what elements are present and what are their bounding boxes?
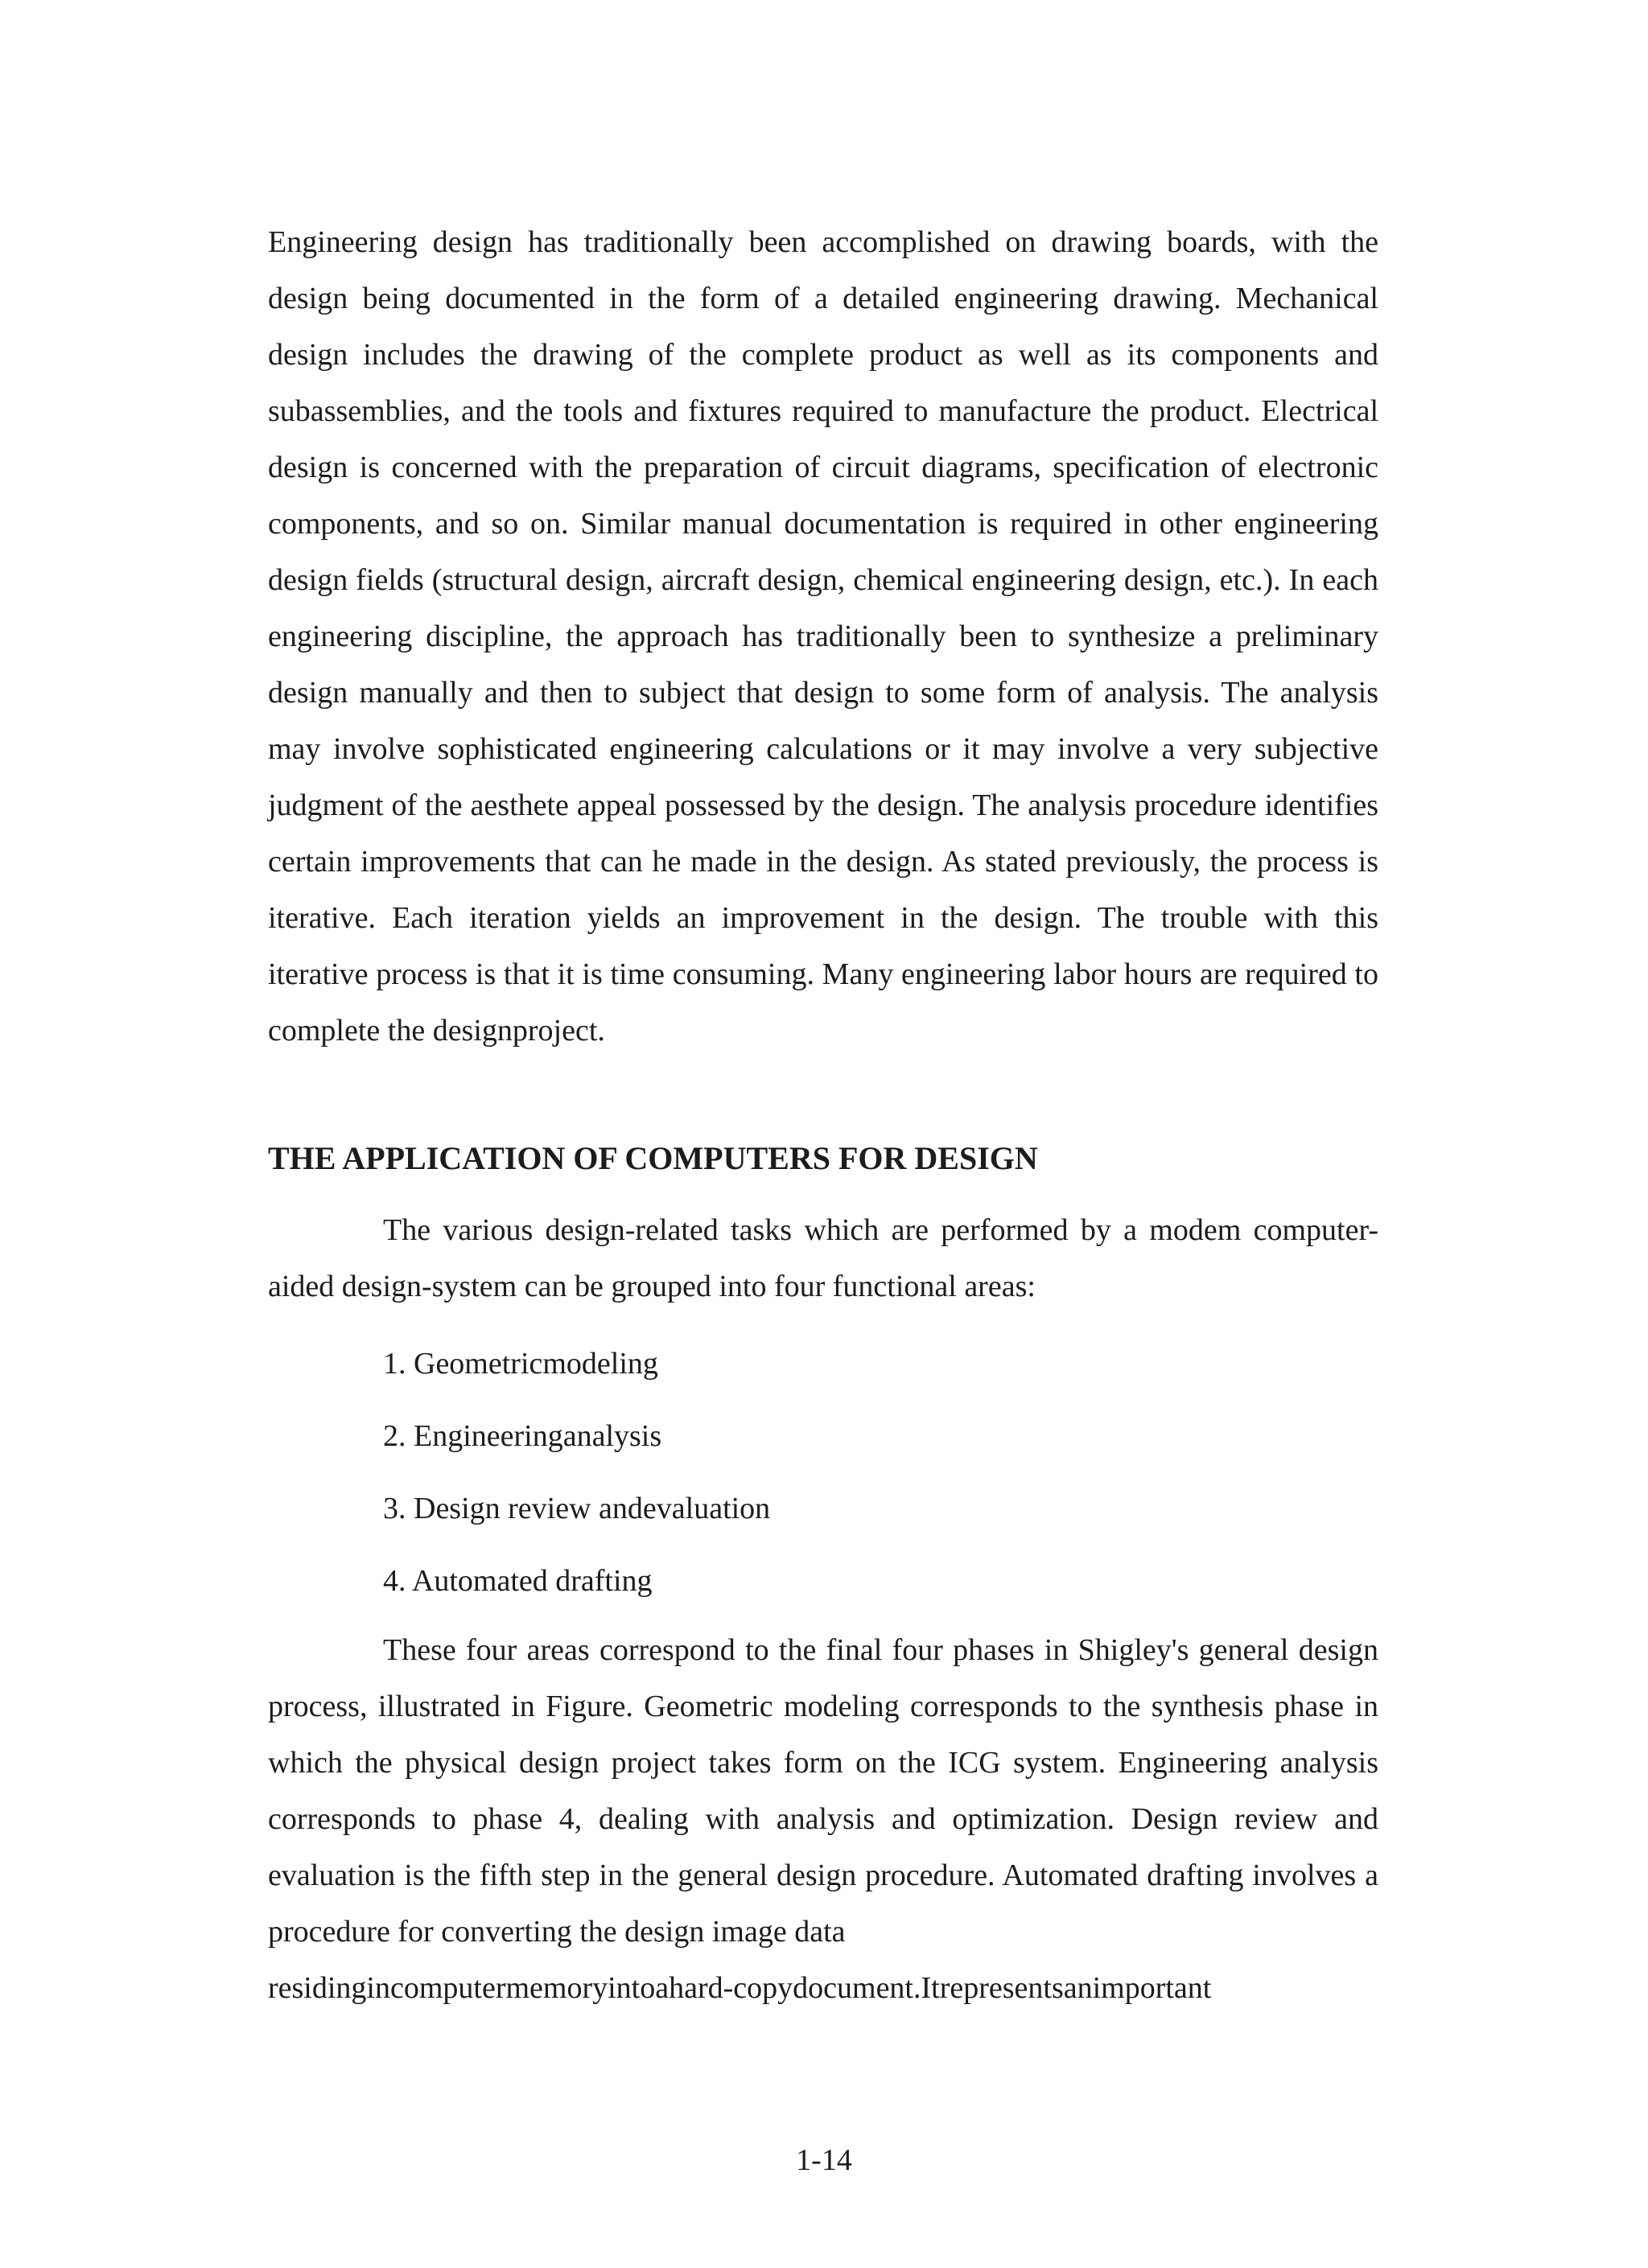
list-item: 3. Design review andevaluation	[383, 1492, 771, 1525]
page-number: 1-14	[796, 2143, 852, 2177]
closing-paragraph-body: These four areas correspond to the final four phases in Shigley's general design process, illustrated in Figure. Geometric modeling corresponds to the synthesis phase in which the physical design project takes form on the ICG system. Engineering analysis corresponds to phase 4, dealing with analysis and optimization. Design review and evaluation is the fifth step in the general design procedure. Automated drafting involves a procedure for converting the design image data	[268, 1633, 1378, 1949]
section-intro-paragraph: The various design-related tasks which are performed by a modem computer-aided design-system can be grouped into four functional areas:	[268, 1213, 1378, 1303]
closing-paragraph	[268, 1622, 1378, 2016]
list-item: 4. Automated drafting	[383, 1564, 653, 1598]
section-heading: THE APPLICATION OF COMPUTERS FOR DESIGN	[268, 1140, 1038, 1176]
functional-areas-list	[383, 1336, 1378, 1625]
closing-paragraph-last-line: residingincomputermemoryintoahard-copydocument.Itrepresentsanimportant	[268, 1971, 1212, 2005]
intro-paragraph: Engineering design has traditionally been accomplished on drawing boards, with the design being documented in the form of a detailed engineering drawing. Mechanical design includes the drawing of the complete product as well as its components and subassemblies, and the tools and fixtures required to manufacture the product. Electrical design is concerned with the preparation of circuit diagrams, specification of electronic components, and so on. Similar manual documentation is required in other engineering design fields (structural design, aircraft design, chemical engineering design, etc.). In each engineering discipline, the approach has traditionally been to synthesize a preliminary design manually and then to subject that design to some form of analysis. The analysis may involve sophisticated engineering calculations or it may involve a very subjective judgment of the aesthete appeal possessed by the design. The analysis procedure identifies certain improvements that can he made in the design. As stated previously, the process is iterative. Each iteration yields an improvement in the design. The trouble with this iterative process is that it is time consuming. Many engineering labor hours are required to complete the designproject.	[268, 225, 1378, 1048]
list-item: 2. Engineeringanalysis	[383, 1419, 662, 1453]
list-item: 1. Geometricmodeling	[383, 1347, 658, 1381]
